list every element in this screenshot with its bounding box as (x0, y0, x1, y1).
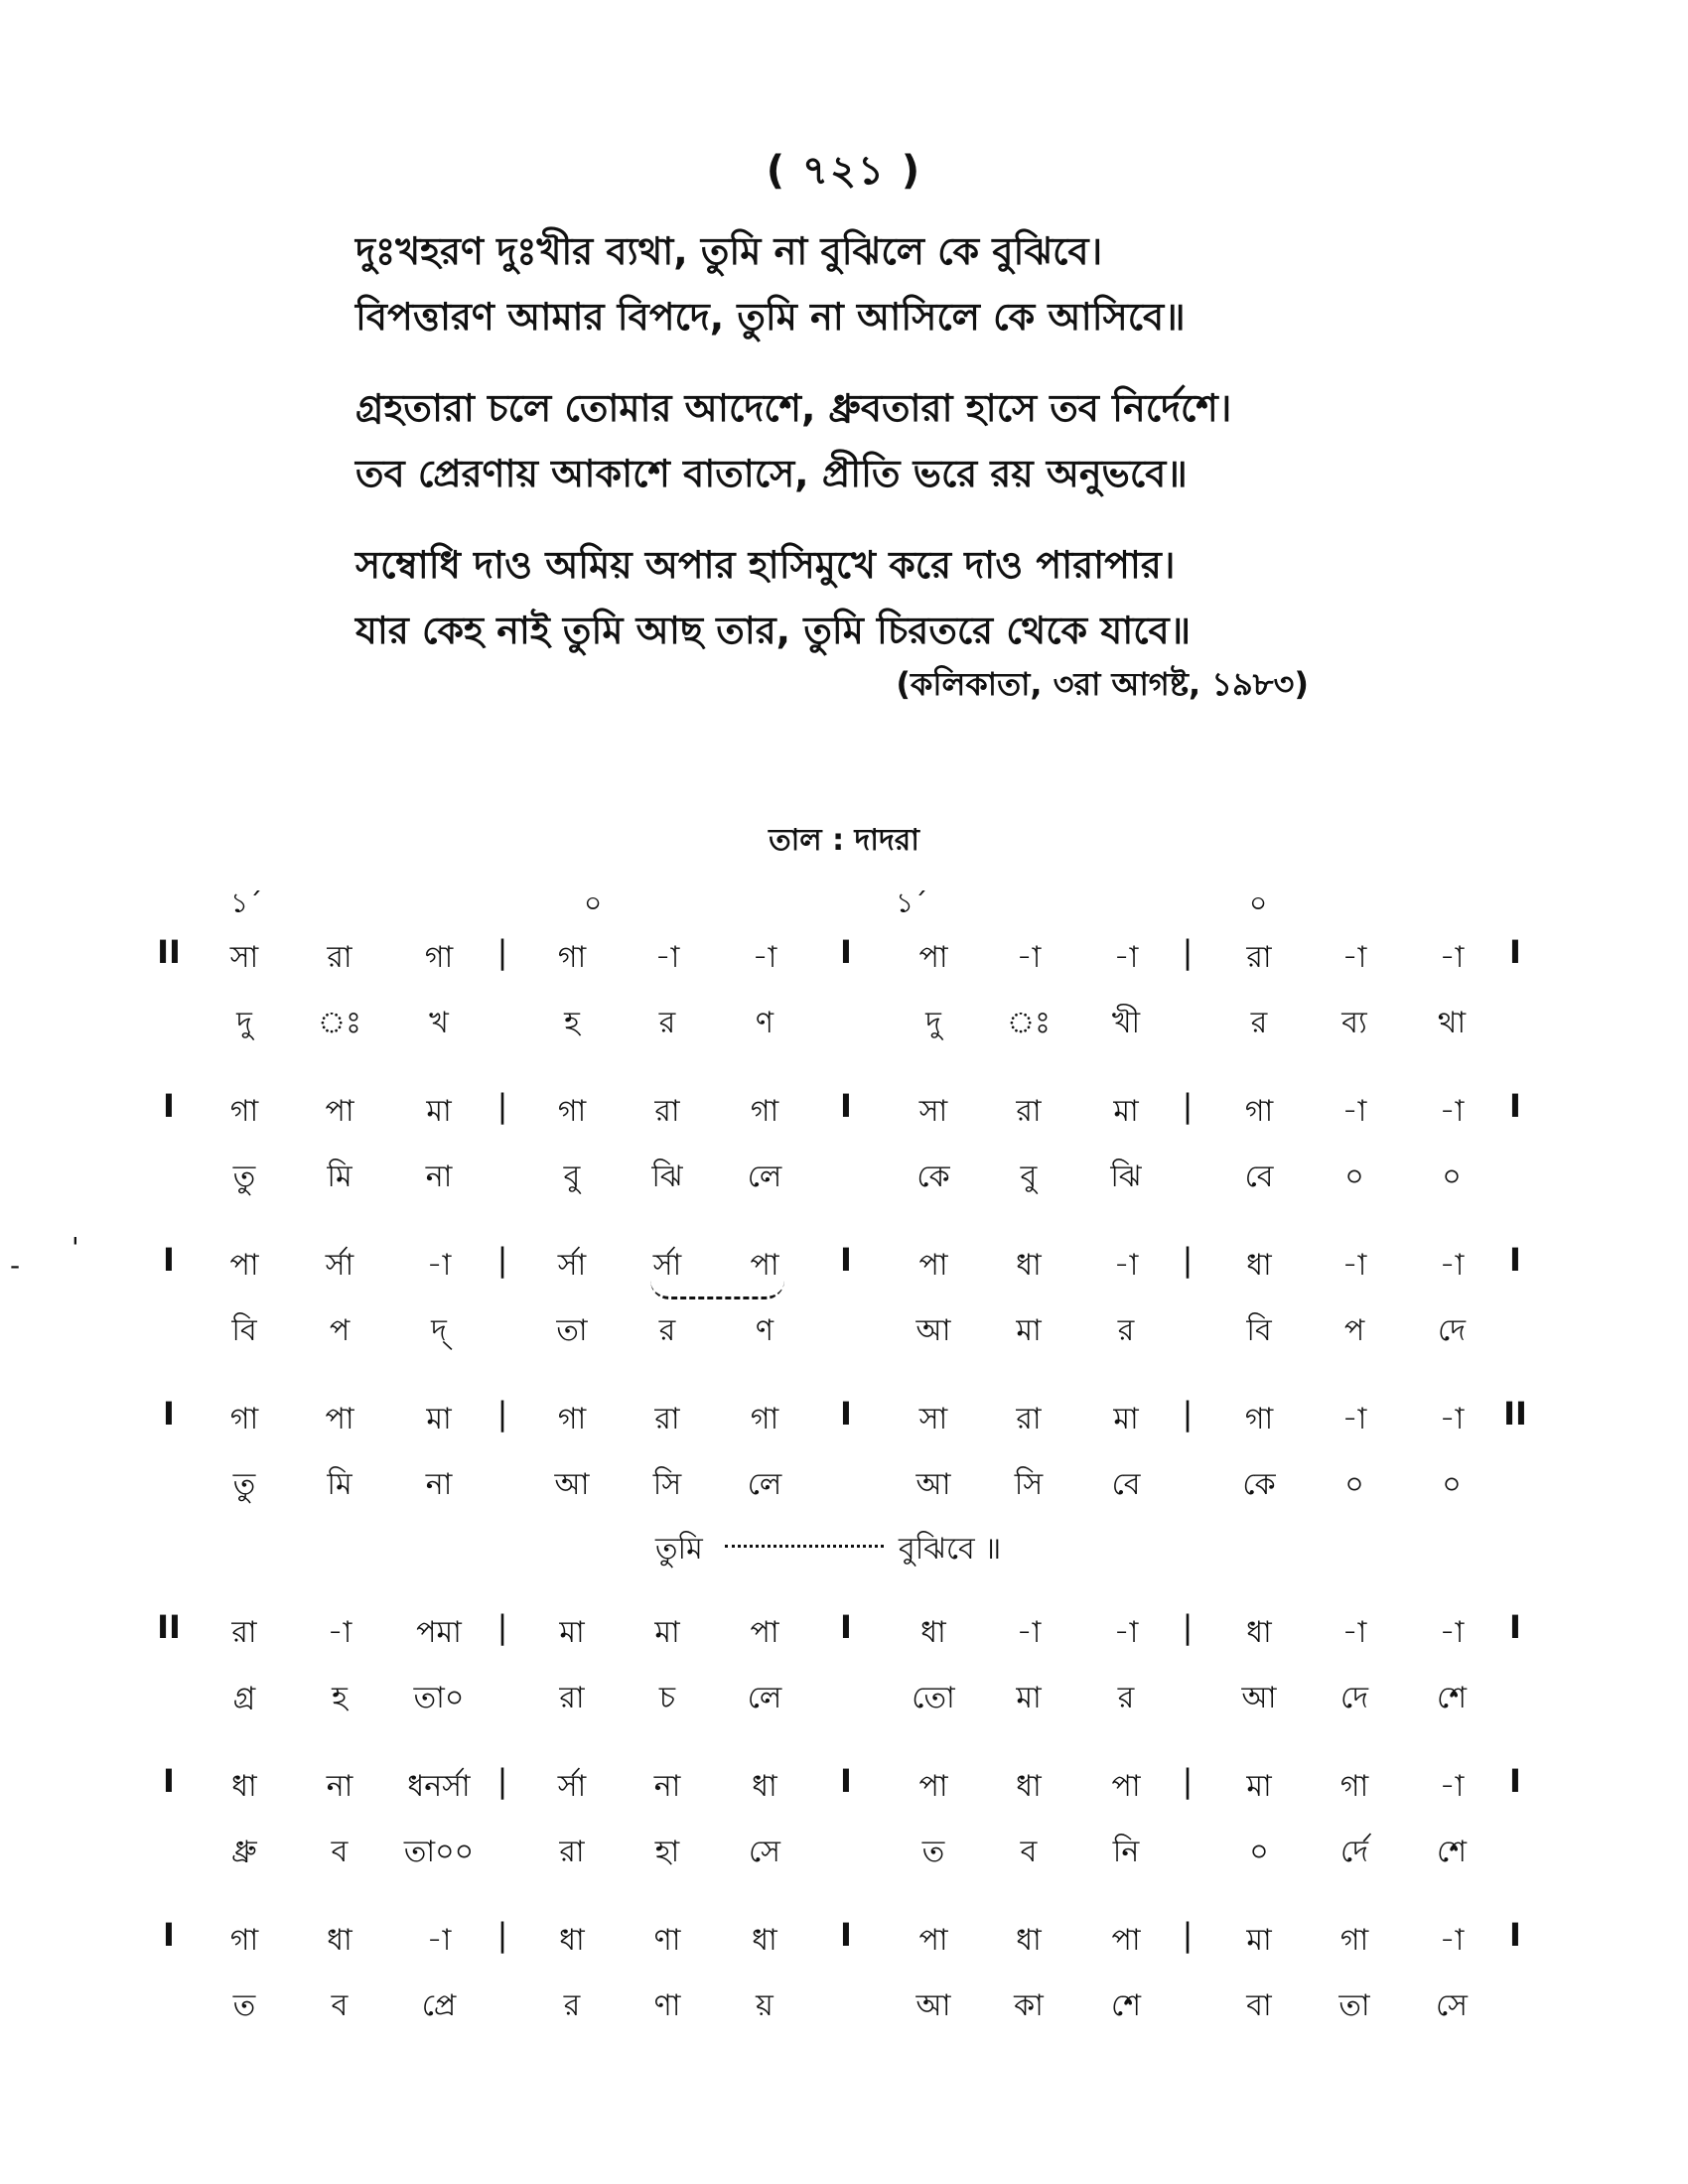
syllable: কা (1014, 1988, 1044, 2023)
swara-note: -া (1439, 1094, 1465, 1129)
swara-note: গা (1244, 1094, 1274, 1129)
swara-note: ধা (1016, 1769, 1042, 1804)
bar-line: I (1509, 1916, 1521, 1954)
swara-note: না (653, 1769, 681, 1804)
swara-note: পা (918, 940, 948, 975)
syllable: কে (916, 1160, 950, 1194)
swara-note: ধা (752, 1769, 777, 1804)
syllable-row (0, 1981, 1688, 2021)
syllable: ০ (1442, 1160, 1462, 1194)
bar-line: | (496, 1241, 508, 1279)
syllable: নি (1112, 1835, 1140, 1869)
swara-note: গা (1244, 1402, 1274, 1436)
syllable-row (0, 1674, 1688, 1713)
bar-line: | (1182, 933, 1194, 971)
swara-note: পা (750, 1248, 779, 1283)
swara-note: -া (1439, 1402, 1465, 1436)
syllable: হা (654, 1835, 680, 1869)
syllable: র (658, 1313, 676, 1348)
syllable: প্রে (421, 1988, 457, 2023)
syllable: র (563, 1988, 581, 2023)
stanza-3 (355, 532, 1448, 663)
swara-note: মা (1246, 1769, 1272, 1804)
swara-row (0, 1762, 1688, 1802)
swara-note: গা (557, 940, 587, 975)
swara-note: ধনর্সা (407, 1769, 471, 1804)
syllable: ঝি (1110, 1160, 1142, 1194)
syllable: তু (232, 1160, 256, 1194)
bar-line: I (163, 1762, 175, 1800)
swara-note: সা (229, 940, 259, 975)
swara-note: গা (229, 1094, 259, 1129)
bar-line: I (840, 1087, 852, 1125)
syllable: লে (747, 1467, 782, 1502)
swara-note: ধা (1016, 1248, 1042, 1283)
swara-note: গা (229, 1923, 259, 1958)
bar-line: | (1182, 1762, 1194, 1800)
syllable: দু (236, 1006, 252, 1040)
bar-line: | (496, 1916, 508, 1954)
bar-line: I (840, 1916, 852, 1954)
beat-mark: ১´ (896, 887, 928, 919)
syllable: প (1343, 1313, 1365, 1348)
syllable: ব (1020, 1835, 1038, 1869)
syllable: থা (1437, 1006, 1467, 1040)
swara-note: পা (325, 1094, 354, 1129)
syllable: র (1250, 1006, 1268, 1040)
syllable: শে (1437, 1681, 1467, 1715)
swara-note: সা (918, 1094, 948, 1129)
swara-note: মা (559, 1615, 585, 1650)
swara-note: ধা (920, 1615, 946, 1650)
beat-mark: ০ (1249, 887, 1268, 919)
bar-line: I (1509, 1762, 1521, 1800)
syllable: বা (1246, 1988, 1272, 2023)
syllable: লে (747, 1160, 782, 1194)
swara-note: ধা (1246, 1615, 1272, 1650)
swara-note: -া (426, 1248, 452, 1283)
swara-row (0, 1608, 1688, 1648)
swara-row (0, 1395, 1688, 1434)
syllable-row (0, 1153, 1688, 1192)
syllable: লে (747, 1681, 782, 1715)
swara-note: -া (1113, 1615, 1139, 1650)
syllable: সি (1014, 1467, 1044, 1502)
beat-mark: ০ (584, 887, 603, 919)
stanza-1 (355, 218, 1448, 349)
swara-note: মা (654, 1615, 680, 1650)
syllable: র (658, 1006, 676, 1040)
swara-row (0, 1087, 1688, 1127)
swara-note: -া (1439, 940, 1465, 975)
syllable: মা (1016, 1313, 1042, 1348)
swara-note: গা (229, 1402, 259, 1436)
bar-line: | (496, 1608, 508, 1646)
bar-line: I (1509, 1087, 1521, 1125)
swara-note: র্সা (557, 1769, 587, 1804)
slur-mark (650, 1281, 784, 1299)
bar-line: I (163, 1087, 175, 1125)
swara-note: -া (327, 1615, 352, 1650)
swara-note: -া (426, 1923, 452, 1958)
swara-note: -া (1113, 940, 1139, 975)
swara-note: -া (752, 940, 777, 975)
syllable: সি (652, 1467, 682, 1502)
syllable: রা (559, 1835, 585, 1869)
margin-mark: ' (71, 1231, 79, 1264)
syllable: ০ (1344, 1467, 1364, 1502)
swara-note: ধা (1246, 1248, 1272, 1283)
syllable: প (329, 1313, 351, 1348)
syllable-row (0, 1306, 1688, 1346)
swara-note: মা (1246, 1923, 1272, 1958)
swara-note: মা (1113, 1402, 1139, 1436)
syllable: মি (327, 1467, 352, 1502)
swara-note: পমা (416, 1615, 462, 1650)
swara-note: ধা (752, 1923, 777, 1958)
lyric-line: গ্রহতারা চলে তোমার আদেশে, ধ্রুবতারা হাসে তব নির্দেশে। (355, 386, 1232, 430)
bar-line: | (1182, 1087, 1194, 1125)
syllable: ত (921, 1835, 945, 1869)
syllable: র্দে (1340, 1835, 1368, 1869)
swara-note: মা (1113, 1094, 1139, 1129)
syllable-row (0, 999, 1688, 1038)
swara-note: ধা (559, 1923, 585, 1958)
bar-line: I (840, 1395, 852, 1433)
swara-note: -া (1341, 1615, 1367, 1650)
swara-note: ণা (653, 1923, 681, 1958)
swara-note: গা (750, 1094, 779, 1129)
syllable: তা (556, 1313, 588, 1348)
swara-note: পা (229, 1248, 259, 1283)
swara-note: -া (1439, 1248, 1465, 1283)
bar-line: | (1182, 1608, 1194, 1646)
syllable: ঃ (317, 1006, 362, 1040)
swara-note: ধা (231, 1769, 257, 1804)
swara-note: গা (750, 1402, 779, 1436)
syllable: ব্য (1341, 1006, 1367, 1040)
swara-note: মা (426, 1094, 452, 1129)
syllable: না (425, 1467, 453, 1502)
repeat-note-end: বুঝিবে ॥ (899, 1532, 1002, 1567)
bar-line: I (840, 1241, 852, 1279)
syllable-row (0, 1460, 1688, 1500)
swara-note: -া (654, 940, 680, 975)
syllable: বি (1246, 1313, 1272, 1348)
swara-note: গা (424, 940, 454, 975)
swara-note: -া (1341, 1402, 1367, 1436)
bar-line: I (840, 1608, 852, 1646)
swara-note: রা (1246, 940, 1272, 975)
syllable: র (1117, 1313, 1135, 1348)
swara-note: পা (750, 1615, 779, 1650)
lyric-line: সম্বোধি দাও অমিয় অপার হাসিমুখে করে দাও পারাপার। (355, 543, 1176, 587)
syllable: কে (1242, 1467, 1276, 1502)
syllable: দে (1438, 1313, 1466, 1348)
bar-line: I (840, 933, 852, 971)
swara-note: রা (231, 1615, 257, 1650)
bar-line: | (1182, 1395, 1194, 1433)
lyric-line: বিপত্তারণ আমার বিপদে, তুমি না আসিলে কে আসিবে॥ (355, 295, 1186, 339)
syllable: দে (1340, 1681, 1368, 1715)
bar-line: I (840, 1762, 852, 1800)
lyric-line: দুঃখহরণ দুঃখীর ব্যথা, তুমি না বুঝিলে কে বুঝিবে। (355, 229, 1103, 273)
syllable: দু (925, 1006, 941, 1040)
swara-note: পা (1111, 1769, 1141, 1804)
swara-note: রা (1016, 1402, 1042, 1436)
swara-note: গা (1339, 1769, 1369, 1804)
repeat-note-start: তুমি (655, 1532, 703, 1567)
syllable: ব (331, 1988, 349, 2023)
syllable: রা (559, 1681, 585, 1715)
swara-note: পা (918, 1248, 948, 1283)
syllable: তা (1338, 1988, 1370, 2023)
swara-note: -া (1341, 940, 1367, 975)
margin-mark: - (10, 1249, 21, 1282)
swara-note: মা (426, 1402, 452, 1436)
swara-note: -া (1016, 940, 1042, 975)
swara-note: না (326, 1769, 353, 1804)
bar-line: | (1182, 1916, 1194, 1954)
bar-line: I (1509, 933, 1521, 971)
swara-note: গা (557, 1402, 587, 1436)
swara-note: -া (1439, 1769, 1465, 1804)
swara-note: পা (1111, 1923, 1141, 1958)
syllable: আ (915, 1467, 951, 1502)
swara-row (0, 933, 1688, 973)
syllable: ঝি (651, 1160, 683, 1194)
syllable: বু (563, 1160, 581, 1194)
syllable: শে (1437, 1835, 1467, 1869)
syllable: ব (331, 1835, 349, 1869)
syllable: ধ্রু (231, 1835, 257, 1869)
swara-note: রা (654, 1402, 680, 1436)
syllable: ০ (1442, 1467, 1462, 1502)
syllable: না (425, 1160, 453, 1194)
syllable: মি (327, 1160, 352, 1194)
swara-note: -া (1341, 1094, 1367, 1129)
swara-note: গা (1339, 1923, 1369, 1958)
syllable: তা০ (413, 1681, 465, 1715)
swara-row (0, 1916, 1688, 1956)
bar-line: I (163, 1241, 175, 1279)
swara-note: পা (325, 1402, 354, 1436)
bar-line: | (496, 1762, 508, 1800)
swara-note: পা (918, 1923, 948, 1958)
swara-note: রা (654, 1094, 680, 1129)
swara-note: পা (918, 1769, 948, 1804)
syllable: আ (915, 1313, 951, 1348)
syllable: ০ (1344, 1160, 1364, 1194)
song-lyrics (355, 218, 1448, 689)
swara-note: -া (1016, 1615, 1042, 1650)
swara-note: -া (1439, 1615, 1465, 1650)
swara-note: -া (1113, 1248, 1139, 1283)
swara-note: র্সা (557, 1248, 587, 1283)
swara-note: রা (1016, 1094, 1042, 1129)
syllable: র (1117, 1681, 1135, 1715)
syllable: শে (1111, 1988, 1141, 2023)
swara-note: গা (557, 1094, 587, 1129)
syllable: ত (232, 1988, 256, 2023)
syllable: ণ (755, 1313, 774, 1348)
bar-line: I (1509, 1608, 1521, 1646)
syllable: মা (1016, 1681, 1042, 1715)
syllable: ঃ (1006, 1006, 1052, 1040)
dotted-leader (725, 1545, 884, 1548)
syllable: গ্র (232, 1681, 256, 1715)
swara-row (0, 1241, 1688, 1281)
lyric-line: তব প্রেরণায় আকাশে বাতাসে, প্রীতি ভরে রয় অনুভবে॥ (355, 452, 1188, 495)
syllable-row (0, 1828, 1688, 1867)
bar-line: I (163, 1395, 175, 1433)
swara-note: ধা (327, 1923, 352, 1958)
syllable: সে (749, 1835, 780, 1869)
lyric-line: যার কেহ নাই তুমি আছ তার, তুমি চিরতরে থেকে যাবে॥ (355, 609, 1192, 652)
syllable: হ (564, 1006, 580, 1040)
bar-line: I (163, 1916, 175, 1954)
syllable: ০ (1249, 1835, 1269, 1869)
bar-line: | (496, 933, 508, 971)
syllable: য় (756, 1988, 774, 2023)
syllable: আ (915, 1988, 951, 2023)
bar-line: II (1503, 1395, 1527, 1433)
swara-note: র্সা (652, 1248, 682, 1283)
syllable: তো (912, 1681, 955, 1715)
swara-note: ধা (1016, 1923, 1042, 1958)
bar-line: II (157, 1608, 181, 1646)
tal-heading: তাল : দাদরা (769, 823, 919, 858)
syllable: খ (429, 1006, 449, 1040)
syllable: তু (232, 1467, 256, 1502)
swara-note: সা (918, 1402, 948, 1436)
bar-line: II (157, 933, 181, 971)
swara-note: র্সা (325, 1248, 354, 1283)
syllable: চ (658, 1681, 676, 1715)
syllable: বি (231, 1313, 257, 1348)
swara-note: -া (1439, 1923, 1465, 1958)
bar-line: I (1509, 1241, 1521, 1279)
syllable: তা০০ (403, 1835, 475, 1869)
syllable: খী (1111, 1006, 1141, 1040)
syllable: হ (332, 1681, 348, 1715)
syllable: আ (554, 1467, 590, 1502)
syllable: দ্ (431, 1313, 447, 1348)
syllable: সে (1436, 1988, 1468, 2023)
swara-note: রা (327, 940, 352, 975)
bar-line: | (1182, 1241, 1194, 1279)
syllable: আ (1241, 1681, 1277, 1715)
swara-note: -া (1341, 1248, 1367, 1283)
beat-mark: ১´ (230, 887, 263, 919)
syllable: ণা (653, 1988, 681, 2023)
page-number: ( ৭২১ ) (766, 148, 922, 194)
bar-line: | (496, 1395, 508, 1433)
stanza-2 (355, 375, 1448, 506)
place-date: (কলিকাতা, ৩রা আগষ্ট, ১৯৮৩) (896, 665, 1309, 703)
syllable: বু (1020, 1160, 1038, 1194)
syllable: ণ (755, 1006, 774, 1040)
syllable: বে (1244, 1160, 1274, 1194)
syllable: বে (1111, 1467, 1141, 1502)
bar-line: | (496, 1087, 508, 1125)
